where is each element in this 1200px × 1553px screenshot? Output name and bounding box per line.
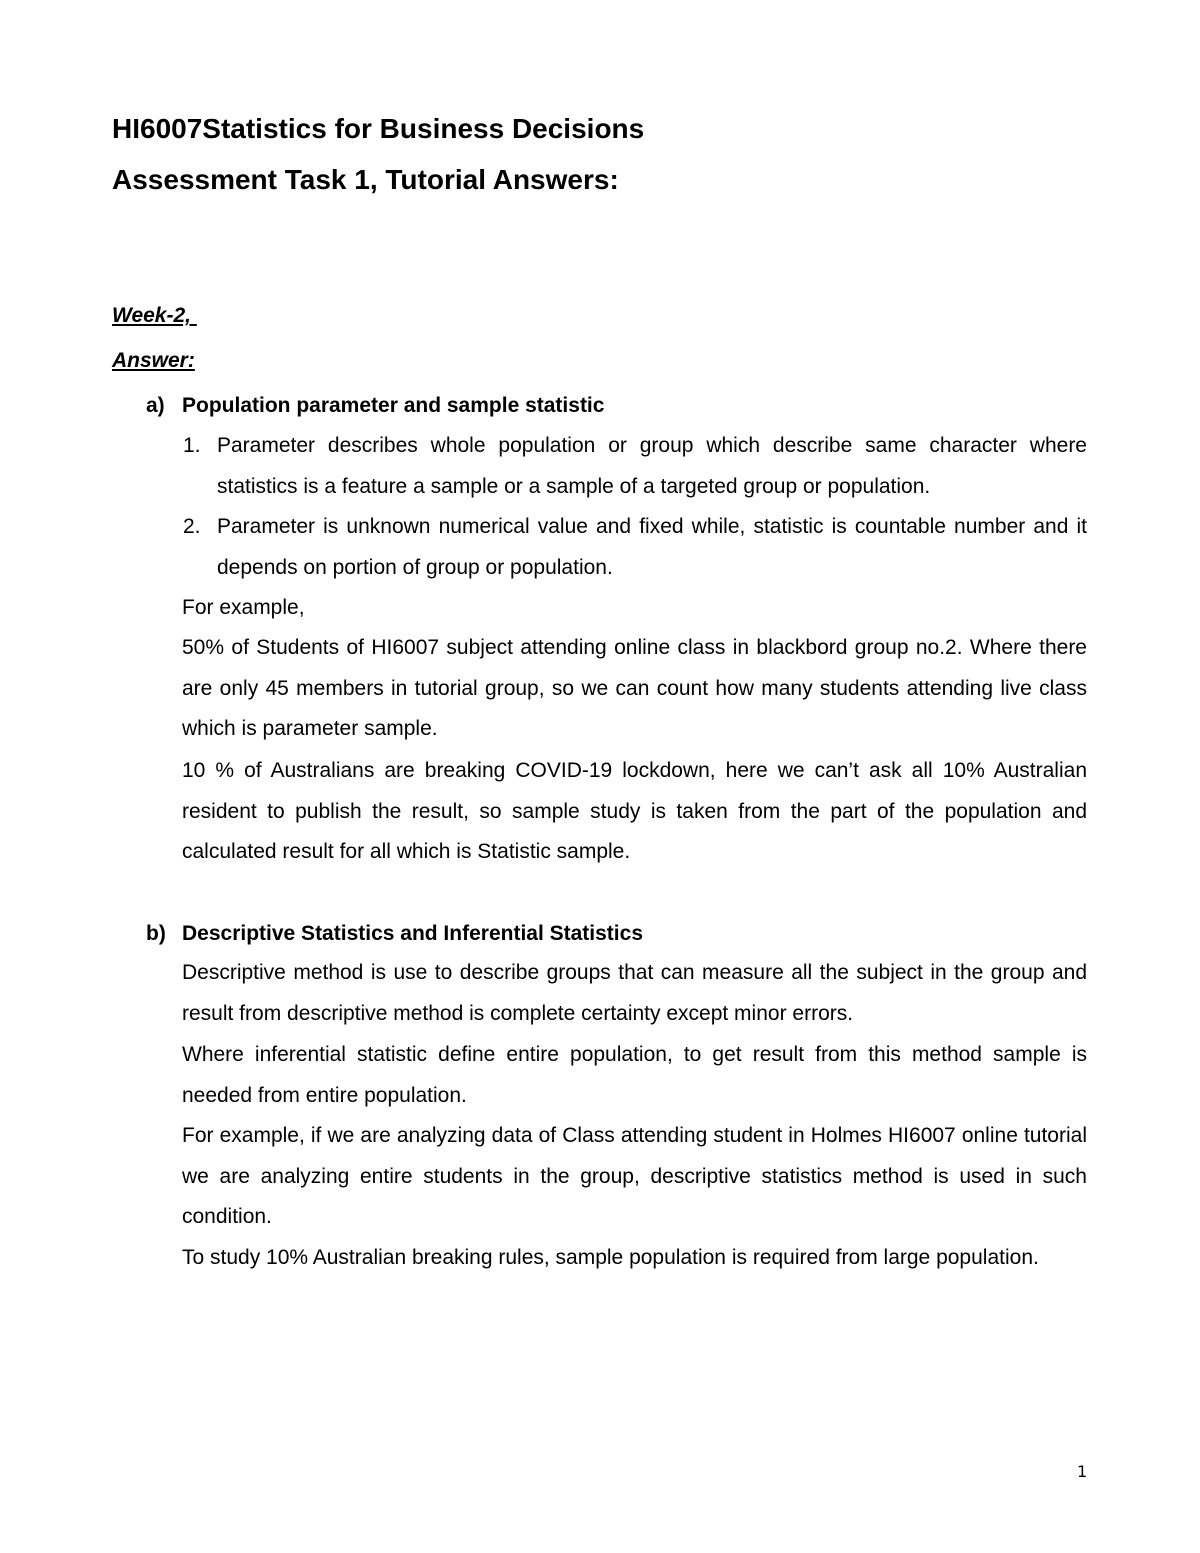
section-b-paragraph: Where inferential statistic define entire population, to get result from this method sample is needed from entire population. (182, 1043, 1087, 1107)
answer-label: Answer: (112, 349, 195, 372)
section-a-heading (146, 393, 604, 419)
section-b-paragraph: To study 10% Australian breaking rules, sample population is required from large population. (182, 1246, 1039, 1269)
section-b-paragraph: For example, if we are analyzing data of Class attending student in Holmes HI6007 online tutorial we are analyzing entire students in the group, descriptive statistics method is used in such condition. (182, 1124, 1087, 1229)
example-paragraph-1: 50% of Students of HI6007 subject attending online class in blackbord group no.2. Where there are only 45 members in tutorial group, so we can count how many students attending live class which is parameter sample. (182, 636, 1087, 741)
page-number: 1 (1077, 1462, 1088, 1481)
example-label: For example, (182, 596, 305, 619)
list-item-number: 2. (183, 515, 201, 538)
document-subtitle: Assessment Task 1, Tutorial Answers: (112, 164, 619, 195)
section-b-label: b) (146, 922, 166, 945)
section-b-paragraph: Descriptive method is use to describe groups that can measure all the subject in the group and result from descriptive method is complete certainty except minor errors. (182, 961, 1087, 1025)
document-title: HI6007Statistics for Business Decisions (112, 113, 645, 144)
section-a-title: Population parameter and sample statistic (182, 394, 605, 417)
section-b-title: Descriptive Statistics and Inferential Statistics (182, 922, 643, 945)
week-label: Week-2, (112, 304, 197, 327)
list-item-number: 1. (183, 434, 201, 457)
list-item (183, 507, 1087, 588)
list-item-text: Parameter describes whole population or group which describe same character where statistics is a feature a sample or a sample of a targeted group or population. (217, 434, 1087, 498)
section-a-label: a) (146, 394, 165, 417)
list-item-text: Parameter is unknown numerical value and fixed while, statistic is countable number and it depends on portion of group or population. (217, 515, 1087, 579)
section-b-heading (146, 921, 643, 947)
example-paragraph-2: 10 % of Australians are breaking COVID-19 lockdown, here we can’t ask all 10% Australian resident to publish the result, so sample study is taken from the part of the population and calculated result for all which is Statistic sample. (182, 759, 1087, 864)
list-item (183, 426, 1087, 507)
